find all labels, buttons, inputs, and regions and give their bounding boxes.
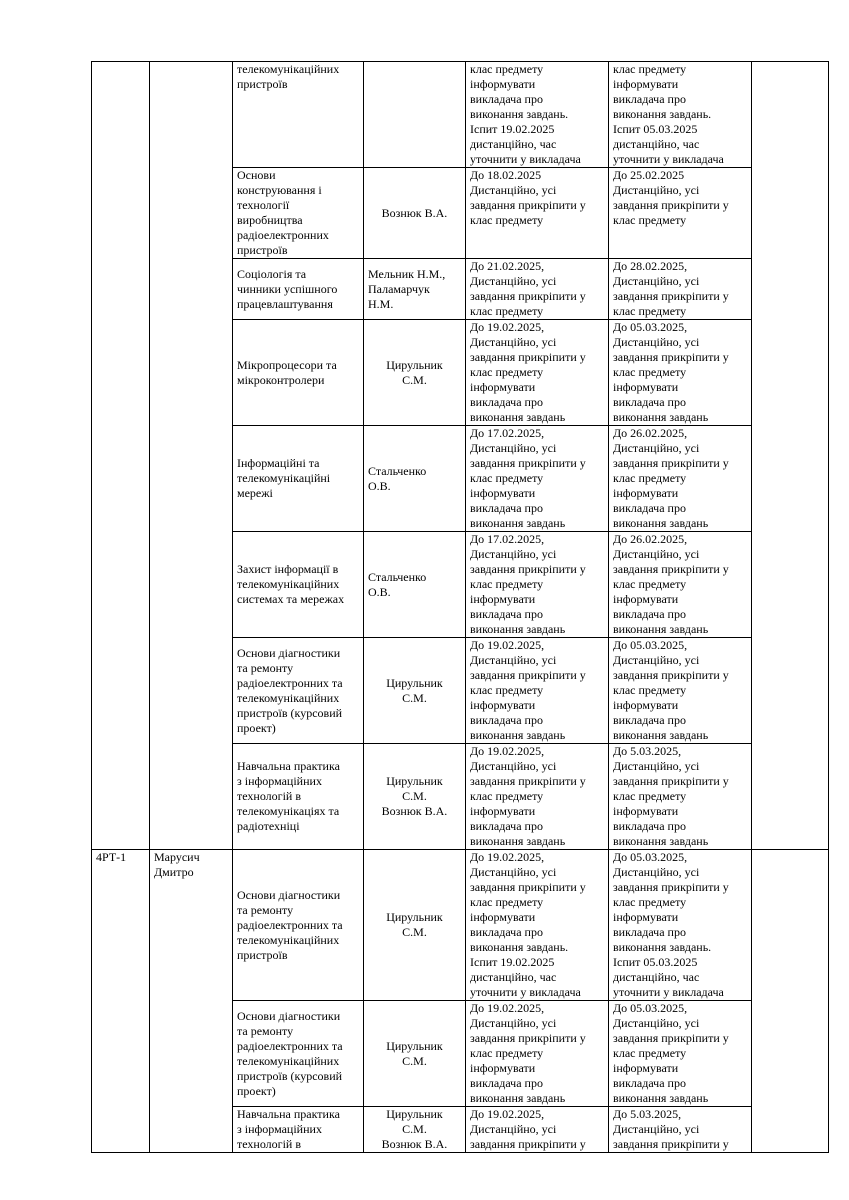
table-row xyxy=(92,850,829,1001)
deadline2-cell: До 25.02.2025 Дистанційно, усі завдання прикріпити у клас предмету xyxy=(609,168,752,259)
deadline2-cell: До 26.02.2025, Дистанційно, усі завдання прикріпити у клас предмету інформувати викладача про виконання завдань xyxy=(609,532,752,638)
teacher-cell: Вознюк В.А. xyxy=(364,168,466,259)
deadline1-cell: До 17.02.2025, Дистанційно, усі завдання прикріпити у клас предмету інформувати викладача про виконання завдань xyxy=(466,426,609,532)
group-cell: 4РТ-1 xyxy=(92,850,150,1153)
subject-cell: телекомунікаційних пристроїв xyxy=(233,62,364,168)
teacher-cell: Стальченко О.В. xyxy=(364,532,466,638)
subject-cell: Інформаційні та телекомунікаційні мережі xyxy=(233,426,364,532)
teacher-cell xyxy=(364,62,466,168)
student-cell: Марусич Дмитро xyxy=(150,850,233,1153)
deadline1-cell: До 19.02.2025, Дистанційно, усі завдання прикріпити у xyxy=(466,1107,609,1153)
deadline1-cell: До 19.02.2025, Дистанційно, усі завдання прикріпити у клас предмету інформувати викладача про виконання завдань xyxy=(466,320,609,426)
table-row xyxy=(92,62,829,168)
deadline2-cell: До 28.02.2025, Дистанційно, усі завдання прикріпити у клас предмету xyxy=(609,259,752,320)
subject-cell: Основи конструювання і технології виробництва радіоелектронних пристроїв xyxy=(233,168,364,259)
deadline2-cell: До 26.02.2025, Дистанційно, усі завдання прикріпити у клас предмету інформувати викладача про виконання завдань xyxy=(609,426,752,532)
subject-cell: Навчальна практика з інформаційних технологій в xyxy=(233,1107,364,1153)
deadline1-cell: До 18.02.2025 Дистанційно, усі завдання прикріпити у клас предмету xyxy=(466,168,609,259)
notes-cell xyxy=(752,850,829,1153)
deadline1-cell: клас предмету інформувати викладача про виконання завдань. Іспит 19.02.2025 дистанційно, час уточнити у викладача xyxy=(466,62,609,168)
deadline1-cell: До 19.02.2025, Дистанційно, усі завдання прикріпити у клас предмету інформувати викладача про виконання завдань xyxy=(466,744,609,850)
deadline2-cell: До 05.03.2025, Дистанційно, усі завдання прикріпити у клас предмету інформувати викладача про виконання завдань xyxy=(609,1001,752,1107)
notes-cell xyxy=(752,62,829,850)
schedule-table xyxy=(91,61,829,1153)
subject-cell: Мікропроцесори та мікроконтролери xyxy=(233,320,364,426)
deadline2-cell: До 5.03.2025, Дистанційно, усі завдання прикріпити у клас предмету інформувати викладача про виконання завдань xyxy=(609,744,752,850)
deadline1-cell: До 19.02.2025, Дистанційно, усі завдання прикріпити у клас предмету інформувати викладача про виконання завдань. Іспит 19.02.2025 дистанційно, час уточнити у викладача xyxy=(466,850,609,1001)
deadline1-cell: До 21.02.2025, Дистанційно, усі завдання прикріпити у клас предмету xyxy=(466,259,609,320)
subject-cell: Основи діагностики та ремонту радіоелектронних та телекомунікаційних пристроїв (курсовий проект) xyxy=(233,1001,364,1107)
group-cell xyxy=(92,62,150,850)
teacher-cell: Цирульник С.М. Вознюк В.А. xyxy=(364,744,466,850)
teacher-cell: Цирульник С.М. xyxy=(364,1001,466,1107)
deadline2-cell: До 05.03.2025, Дистанційно, усі завдання прикріпити у клас предмету інформувати викладача про виконання завдань xyxy=(609,320,752,426)
deadline1-cell: До 19.02.2025, Дистанційно, усі завдання прикріпити у клас предмету інформувати викладача про виконання завдань xyxy=(466,1001,609,1107)
teacher-cell: Цирульник С.М. xyxy=(364,320,466,426)
deadline1-cell: До 17.02.2025, Дистанційно, усі завдання прикріпити у клас предмету інформувати викладача про виконання завдань xyxy=(466,532,609,638)
deadline1-cell: До 19.02.2025, Дистанційно, усі завдання прикріпити у клас предмету інформувати викладача про виконання завдань xyxy=(466,638,609,744)
student-cell xyxy=(150,62,233,850)
teacher-cell: Цирульник С.М. xyxy=(364,638,466,744)
subject-cell: Соціологія та чинники успішного працевлаштування xyxy=(233,259,364,320)
subject-cell: Основи діагностики та ремонту радіоелектронних та телекомунікаційних пристроїв xyxy=(233,850,364,1001)
teacher-cell: Стальченко О.В. xyxy=(364,426,466,532)
teacher-cell: Мельник Н.М., Паламарчук Н.М. xyxy=(364,259,466,320)
subject-cell: Навчальна практика з інформаційних технологій в телекомунікаціях та радіотехніці xyxy=(233,744,364,850)
deadline2-cell: клас предмету інформувати викладача про виконання завдань. Іспит 05.03.2025 дистанційно, час уточнити у викладача xyxy=(609,62,752,168)
deadline2-cell: До 05.03.2025, Дистанційно, усі завдання прикріпити у клас предмету інформувати викладача про виконання завдань. Іспит 05.03.2025 дистанційно, час уточнити у викладача xyxy=(609,850,752,1001)
teacher-cell: Цирульник С.М. xyxy=(364,850,466,1001)
subject-cell: Основи діагностики та ремонту радіоелектронних та телекомунікаційних пристроїв (курсовий проект) xyxy=(233,638,364,744)
deadline2-cell: До 5.03.2025, Дистанційно, усі завдання прикріпити у xyxy=(609,1107,752,1153)
teacher-cell: Цирульник С.М. Вознюк В.А. xyxy=(364,1107,466,1153)
schedule-sheet xyxy=(91,61,829,1153)
deadline2-cell: До 05.03.2025, Дистанційно, усі завдання прикріпити у клас предмету інформувати викладача про виконання завдань xyxy=(609,638,752,744)
subject-cell: Захист інформації в телекомунікаційних системах та мережах xyxy=(233,532,364,638)
